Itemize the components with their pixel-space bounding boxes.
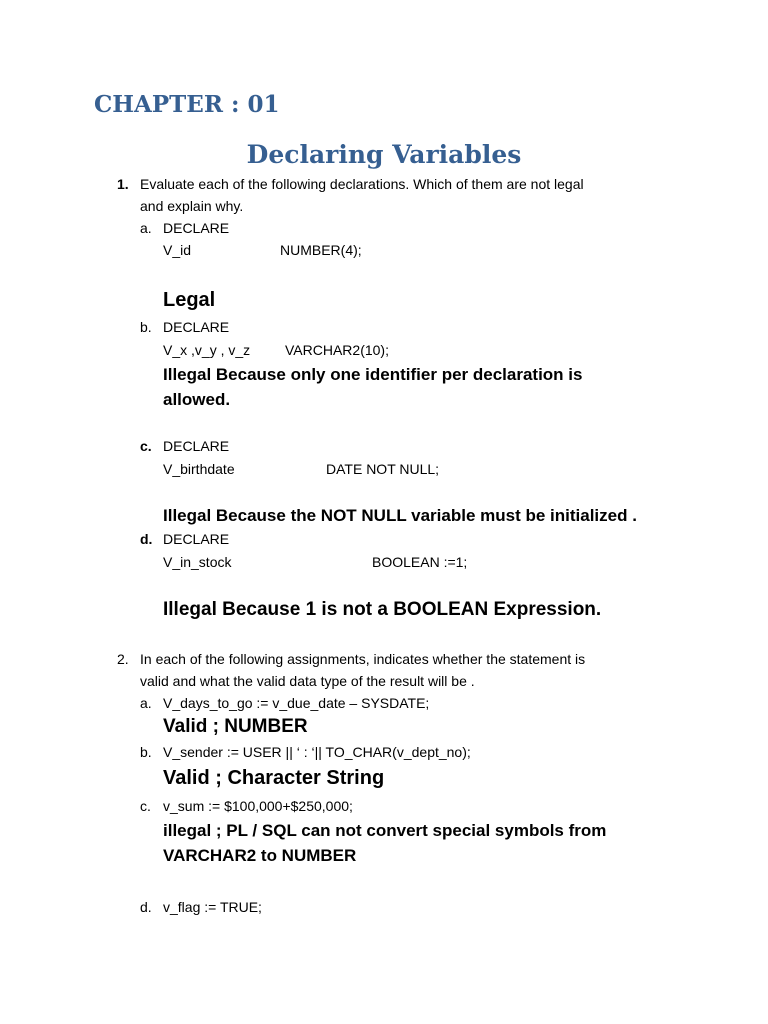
q1b-keyword: DECLARE <box>163 319 230 335</box>
q2b-code: V_sender := USER || ‘ : ‘|| TO_CHAR(v_dept_no); <box>163 744 471 760</box>
q1a-keyword: DECLARE <box>163 220 230 236</box>
q2c-code: v_sum := $100,000+$250,000; <box>163 798 353 814</box>
chapter-heading: CHAPTER : 01 <box>94 91 280 118</box>
q2a-answer: Valid ; NUMBER <box>163 716 308 737</box>
q1b-answer-line1: Illegal Because only one identifier per declaration is <box>163 365 583 384</box>
question-1-text-line1: Evaluate each of the following declarations. Which of them are not legal <box>140 176 584 192</box>
q1a-answer: Legal <box>163 289 216 311</box>
q1c-keyword: DECLARE <box>163 438 230 454</box>
q2c-letter: c. <box>140 798 151 814</box>
question-1-text-line2: and explain why. <box>140 198 244 214</box>
q2d-code: v_flag := TRUE; <box>163 899 262 915</box>
q2b-answer: Valid ; Character String <box>163 767 385 789</box>
q1a-letter: a. <box>140 220 152 236</box>
page-title: Declaring Variables <box>246 140 522 169</box>
q1b-variable-name: V_x ,v_y , v_z <box>163 342 251 358</box>
q1a-variable-type: NUMBER(4); <box>280 242 362 258</box>
q1c-letter: c. <box>140 438 152 454</box>
q1d-variable-name: V_in_stock <box>163 554 232 570</box>
question-2-text-line2: valid and what the valid data type of the result will be . <box>140 673 475 689</box>
q1c-variable-type: DATE NOT NULL; <box>326 461 440 477</box>
q2a-letter: a. <box>140 695 152 711</box>
q1a-variable-name: V_id <box>163 242 192 258</box>
question-1-number: 1. <box>117 176 129 192</box>
q1d-letter: d. <box>140 531 153 547</box>
q1b-answer-line2: allowed. <box>163 390 231 409</box>
q2c-answer-line1: illegal ; PL / SQL can not convert special symbols from <box>163 821 607 840</box>
q2b-letter: b. <box>140 744 152 760</box>
question-2-number: 2. <box>117 651 129 667</box>
q1b-variable-type: VARCHAR2(10); <box>285 342 389 358</box>
question-2-text-line1: In each of the following assignments, indicates whether the statement is <box>140 651 586 667</box>
q1d-keyword: DECLARE <box>163 531 230 547</box>
q1c-variable-name: V_birthdate <box>163 461 235 477</box>
q2d-letter: d. <box>140 899 152 915</box>
q1c-answer: Illegal Because the NOT NULL variable must be initialized . <box>163 506 637 525</box>
q2a-code: V_days_to_go := v_due_date – SYSDATE; <box>163 695 430 711</box>
q1b-letter: b. <box>140 319 152 335</box>
q1d-answer: Illegal Because 1 is not a BOOLEAN Expression. <box>163 599 602 620</box>
q1d-variable-type: BOOLEAN :=1; <box>372 554 468 570</box>
q2c-answer-line2: VARCHAR2 to NUMBER <box>163 846 357 865</box>
